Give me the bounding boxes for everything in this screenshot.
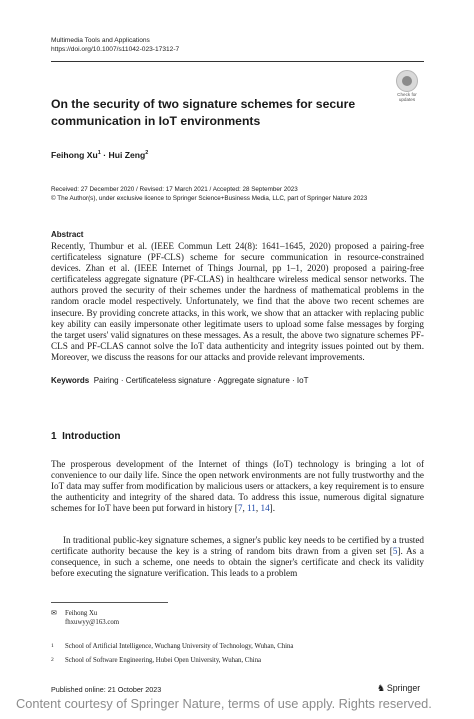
dates-line: Received: 27 December 2020 / Revised: 17 March 2021 / Accepted: 28 September 2023: [51, 186, 298, 193]
affiliation: [51, 657, 261, 664]
springer-horse-icon: ♞: [377, 683, 385, 693]
published-online: Published online: 21 October 2023: [51, 685, 162, 694]
author-affiliation-mark: 1: [97, 150, 101, 157]
affiliation-text: School of Software Engineering, Hubei Open University, Wuhan, China: [65, 657, 262, 664]
updates-icon: [396, 70, 418, 92]
paper-title: On the security of two signature schemes for secure communication in IoT environments: [51, 97, 356, 128]
section-heading: [51, 431, 120, 442]
section-number: 1: [51, 431, 57, 442]
abstract-text: Recently, Thumbur et al. (IEEE Commun Lett 24(8): 1641–1645, 2020) proposed a pairing-free certificateless signature (PF-CLS) scheme for secure communication in resource-constrained devices. Zhan et al. (IEEE Internet of Things Journal, pp 1–1, 2020) proposed a pairing-free certificateless aggregate signature (PF-CLAS) in healthcare wireless medical sensor networks. The authors proved the security of their schemes under the hardness of mathematical problems in the random oracle model respectively. Unfortunately, we find that the above two recent schemes are insecure. By providing concrete attacks, in this work, we show that an attacker with replacing public key ability can easily impersonate other legitimate users to upload some false messages by forging the target users' valid signatures on these messages. As a result, the above two signature schemes PF-CLS and PF-CLAS cannot solve the IoT data authenticity and integrity issues pointed out by them. Moreover, we discuss the reasons for our attacks and provide relevant improvements.: [51, 241, 424, 362]
affiliation-number: 1: [51, 643, 54, 649]
corresponding-author: [51, 609, 119, 627]
section-title: Introduction: [62, 431, 121, 442]
publisher-name: Springer: [386, 683, 421, 693]
intro-paragraph-2: [51, 535, 424, 579]
publication-history: [51, 185, 367, 204]
correspondence-email[interactable]: fhxuwyy@163.com: [65, 619, 120, 626]
paragraph-text: In traditional public-key signature schemes, a signer's public key needs to be certified by a trusted certificate authority because the key is a string of random bits drawn from a given set [: [51, 535, 424, 557]
paragraph-text: ].: [269, 503, 276, 514]
header-rule: [51, 61, 424, 62]
footnote-rule: [51, 602, 168, 603]
updates-label-1: Check for: [397, 92, 417, 97]
envelope-icon: ✉: [51, 610, 57, 617]
abstract-heading: Abstract: [51, 230, 84, 239]
citation-separator: ,: [255, 503, 261, 514]
citation-link[interactable]: 14: [260, 503, 270, 514]
keywords: [51, 376, 308, 385]
author-name[interactable]: Hui Zeng: [108, 150, 146, 160]
author-separator: ·: [103, 150, 107, 160]
keywords-list: Pairing · Certificateless signature · Aggregate signature · IoT: [93, 376, 309, 385]
affiliation-text: School of Artificial Intelligence, Wuchang University of Technology, Wuhan, China: [65, 643, 294, 650]
keywords-label: Keywords: [51, 376, 90, 385]
journal-header: [51, 36, 179, 54]
correspondence-name: Feihong Xu: [65, 610, 98, 617]
copyright-line: © The Author(s), under exclusive licence to Springer Science+Business Media, LLC, part of Springer Nature 2023: [51, 195, 368, 203]
citation-link[interactable]: 7: [237, 503, 243, 514]
citation-separator: ,: [242, 503, 248, 514]
affiliation-number: 2: [51, 657, 54, 663]
check-for-updates-badge[interactable]: [391, 70, 423, 102]
intro-paragraph-1: [51, 459, 424, 514]
springer-logo: [377, 683, 420, 694]
updates-label-2: updates: [398, 97, 416, 102]
affiliation: [51, 643, 293, 650]
citation-link[interactable]: 5: [392, 546, 398, 557]
footer-note: Content courtesy of Springer Nature, terms of use apply. Rights reserved.: [16, 696, 432, 711]
author-list: [51, 150, 148, 160]
author-affiliation-mark: 2: [145, 150, 149, 157]
doi-link[interactable]: https://doi.org/10.1007/s11042-023-17312-7: [51, 46, 180, 53]
citation-link[interactable]: 11: [247, 503, 256, 514]
journal-name: Multimedia Tools and Applications: [51, 37, 150, 44]
author-name[interactable]: Feihong Xu: [51, 150, 98, 160]
paragraph-text: The prosperous development of the Internet of things (IoT) technology is bringing a lot of convenience to our daily life. Since the open network environments are not fully trustworthy and the IoT data may suffer from modification by malicious users or attackers, a key requirement is to ensure the authenticity and integrity of the shared data. To address this issue, numerous digital signature schemes for IoT have been put forward in history [: [51, 459, 424, 514]
paragraph-text: ]. As a consequence, in such a scheme, one needs to obtain the signer's certificate and check its validity before executing the signature verification. This leads to a problem: [51, 546, 424, 579]
